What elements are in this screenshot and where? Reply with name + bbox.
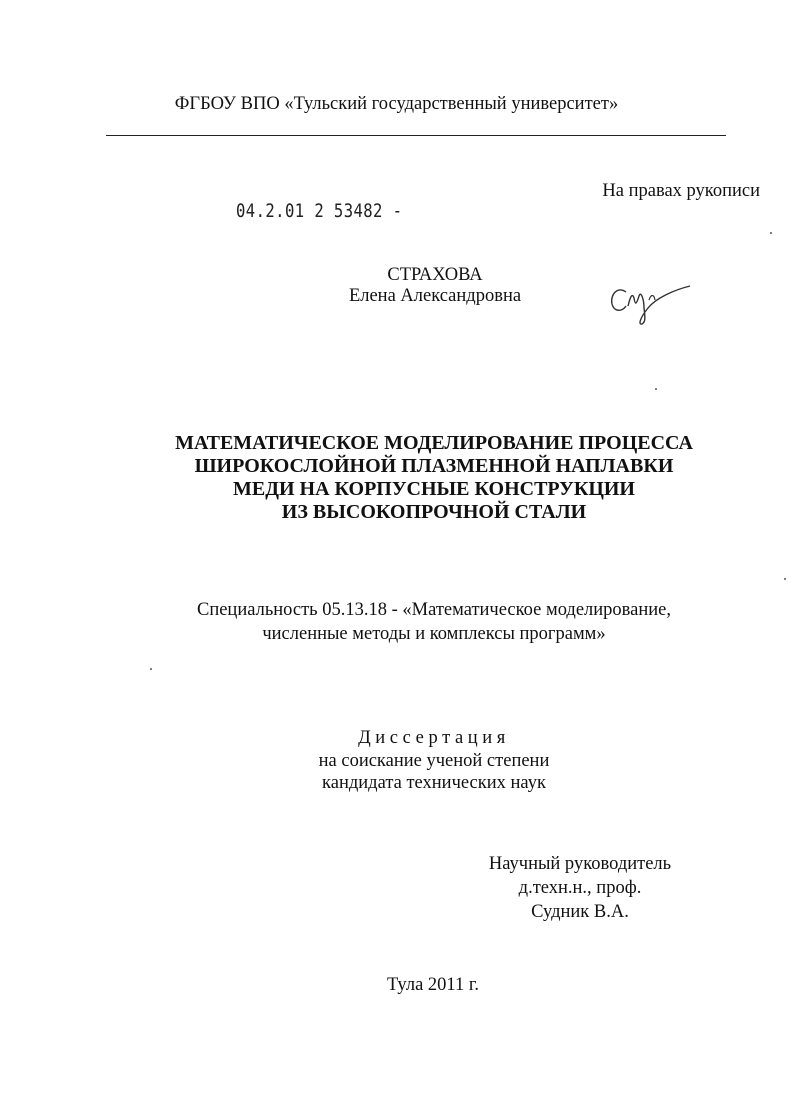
scan-speck: [770, 232, 772, 234]
scan-speck: [655, 388, 657, 390]
title-line: МЕДИ НА КОРПУСНЫЕ КОНСТРУКЦИИ: [233, 478, 635, 500]
title-line: МАТЕМАТИЧЕСКОЕ МОДЕЛИРОВАНИЕ ПРОЦЕССА: [175, 432, 693, 454]
specialty-line: численные методы и комплексы программ»: [262, 624, 606, 644]
scan-speck: [150, 668, 152, 670]
header-divider: [106, 135, 726, 136]
supervisor-name: Судник В.А.: [531, 902, 629, 922]
author-name: Елена Александровна: [348, 286, 522, 306]
supervisor-label: Научный руководитель: [488, 854, 672, 874]
degree-line: на соискание ученой степени: [318, 750, 550, 771]
dissertation-block: [0, 727, 793, 795]
specialty-line: Специальность 05.13.18 - «Математическое моделирование,: [196, 600, 672, 620]
degree-line: кандидата технических наук: [322, 773, 546, 793]
rights-notice: На правах рукописи: [602, 181, 760, 201]
scan-speck: [784, 578, 786, 580]
university-name: ФГБОУ ВПО «Тульский государственный университет»: [174, 94, 619, 114]
dissertation-title: [0, 432, 793, 524]
title-line: ИЗ ВЫСОКОПРОЧНОЙ СТАЛИ: [281, 501, 587, 523]
title-line: ШИРОКОСЛОЙНОЙ ПЛАЗМЕННОЙ НАПЛАВКИ: [194, 455, 674, 477]
dissertation-heading: Диссертация: [358, 728, 510, 748]
supervisor-block: [430, 852, 730, 924]
registration-stamp: 04.2.01 2 53482 -: [236, 200, 403, 222]
place-year: Тула 2011 г.: [387, 975, 479, 995]
specialty-block: [0, 598, 793, 646]
supervisor-degree: д.техн.н., проф.: [518, 878, 642, 898]
author-surname: СТРАХОВА: [387, 265, 483, 285]
signature-icon: [604, 278, 694, 328]
